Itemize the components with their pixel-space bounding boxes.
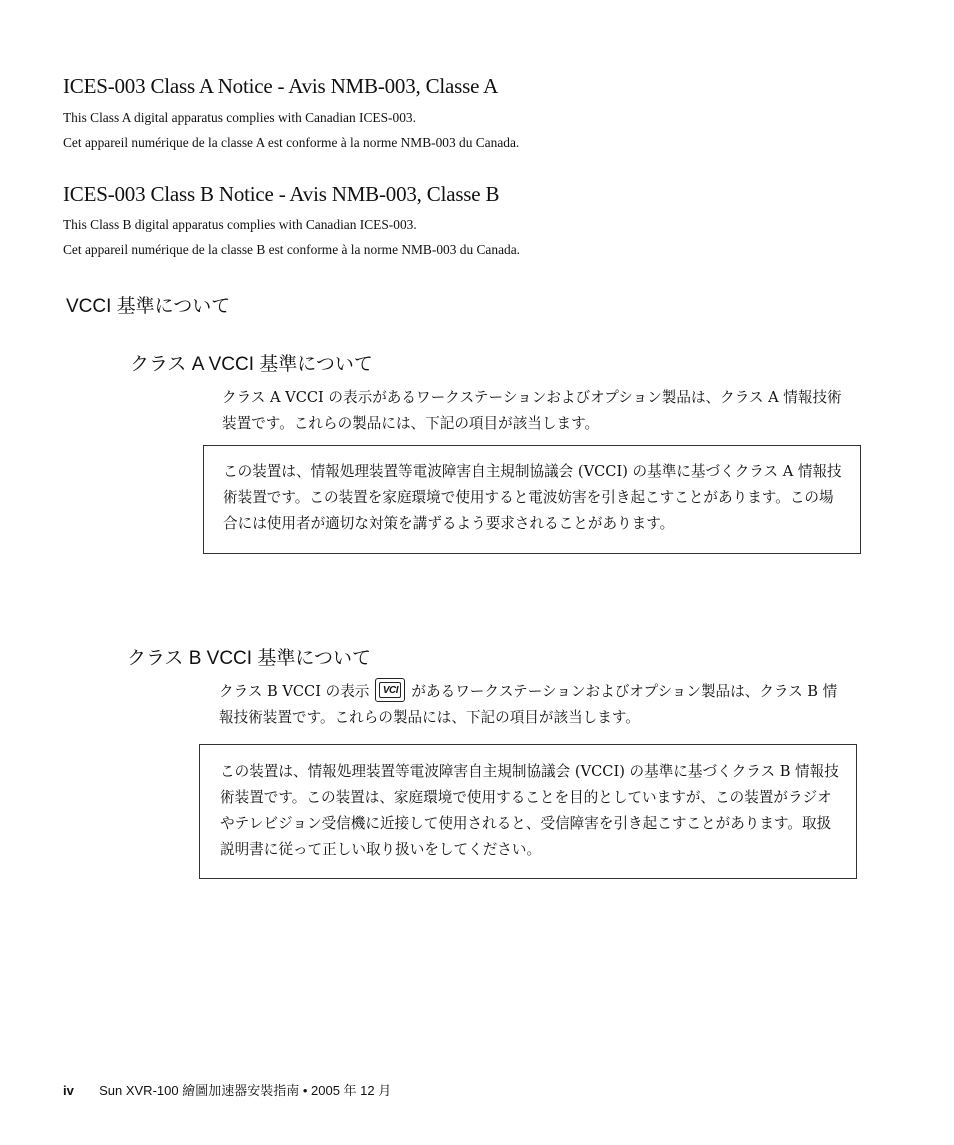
vcci-class-a-heading: クラス A VCCI 基準について [130, 354, 373, 375]
ices-a-french-line: Cet appareil numérique de la classe A est conforme à la norme NMB-003 du Canada. [63, 135, 520, 150]
ices-b-heading: ICES-003 Class B Notice - Avis NMB-003, Classe B [63, 182, 500, 206]
vcci-class-b-intro [219, 679, 841, 731]
vcci-class-b-intro-start: クラス B VCCI の表示 [219, 683, 370, 700]
ices-a-english-line: This Class A digital apparatus complies with Canadian ICES-003. [63, 110, 416, 125]
footer-book-title: Sun XVR-100 繪圖加速器安裝指南 [99, 1083, 300, 1098]
vcci-class-a-intro: クラス A VCCI の表示があるワークステーションおよびオプション製品は、クラス A 情報技術装置です。これらの製品には、下記の項目が該当します。 [222, 389, 842, 432]
vcci-class-a-notice-text: この装置は、情報処理装置等電波障害自主規制協議会 (VCCI) の基準に基づくクラス A 情報技術装置です。この装置を家庭環境で使用すると電波妨害を引き起こすことがあります。この場合には使用者が適切な対策を講ずるよう要求されることがあります。 [223, 463, 842, 532]
vcci-class-a-notice-box [203, 445, 861, 554]
page-footer [63, 1080, 391, 1099]
vcci-mark-text: VCI [379, 682, 401, 698]
page-number: iv [63, 1083, 74, 1098]
footer-separator: • [302, 1083, 308, 1098]
ices-b-french-line: Cet appareil numérique de la classe B est conforme à la norme NMB-003 du Canada. [63, 242, 520, 257]
vcci-class-b-intro-end: があるワークステーションおよびオプション製品は、クラス B 情報技術装置です。これらの製品には、下記の項目が該当します。 [219, 683, 838, 726]
vcci-class-b-notice-box [199, 744, 857, 879]
footer-date: 2005 年 12 月 [311, 1083, 392, 1098]
ices-a-heading: ICES-003 Class A Notice - Avis NMB-003, Classe A [63, 74, 499, 98]
ices-b-english-line: This Class B digital apparatus complies with Canadian ICES-003. [63, 217, 417, 232]
vcci-class-b-heading: クラス B VCCI 基準について [127, 648, 371, 669]
vcci-class-b-notice-text: この装置は、情報処理装置等電波障害自主規制協議会 (VCCI) の基準に基づくクラス B 情報技術装置です。この装置は、家庭環境で使用することを目的としていますが、この装置がラジオやテレビジョン受信機に近接して使用されると、受信障害を引き起こすことがあります。取扱説明書に従って正しい取り扱いをしてください。 [220, 763, 839, 858]
vcci-mark-icon [375, 678, 405, 702]
vcci-heading: VCCI 基準について [66, 296, 231, 317]
